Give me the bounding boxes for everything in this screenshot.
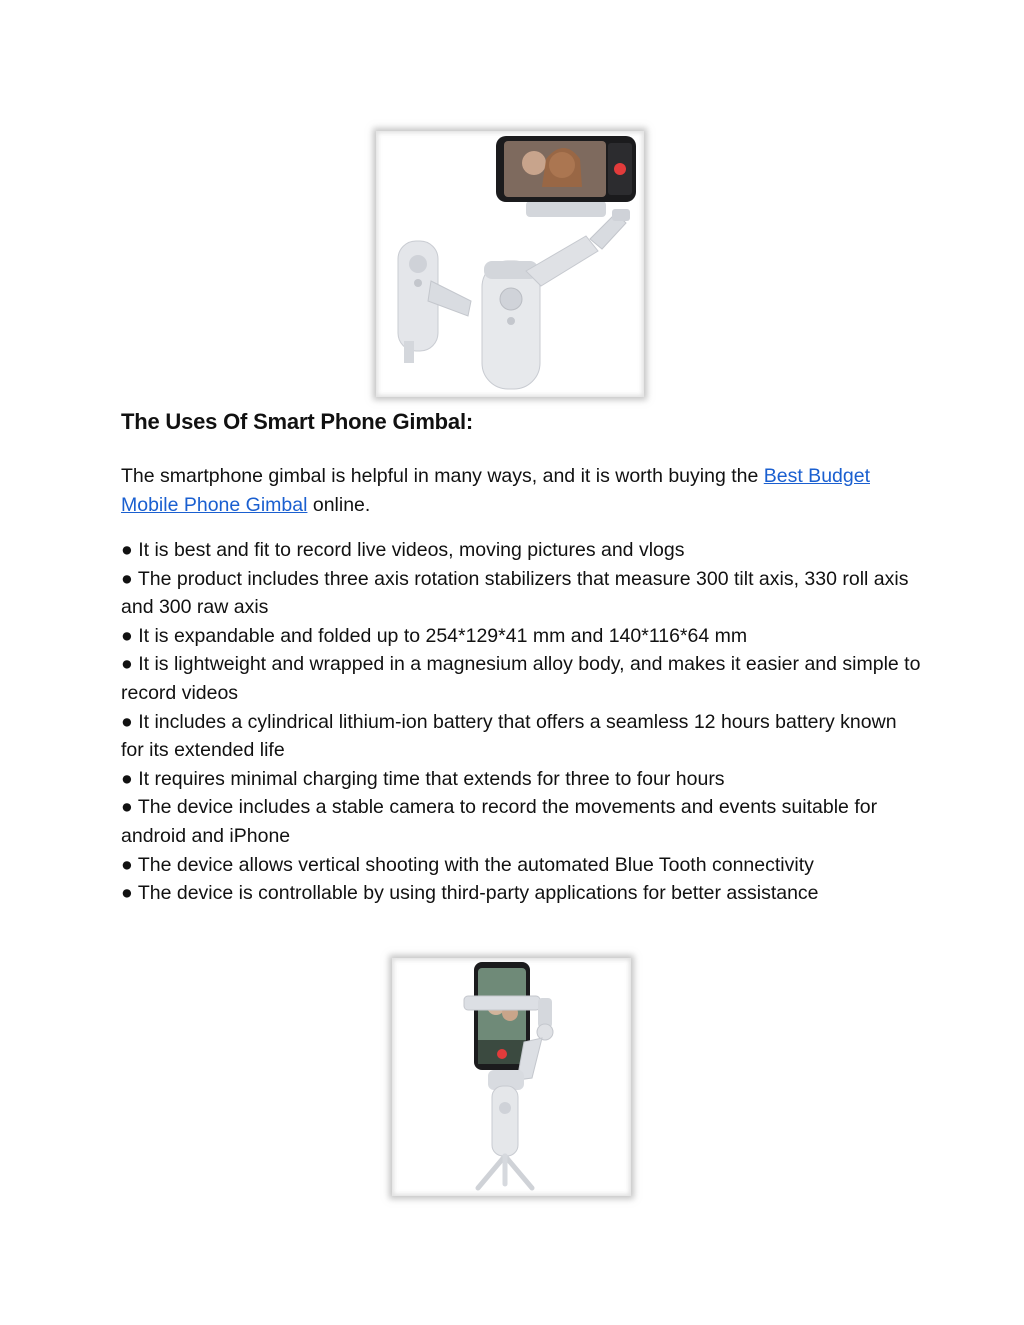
- feature-item: ● The device includes a stable camera to record the movements and events suitable for android and iPhone: [121, 796, 878, 847]
- feature-item: ● It is lightweight and wrapped in a magnesium alloy body, and makes it easier and simple to record videos: [121, 653, 921, 704]
- feature-item: ● It is best and fit to record live videos, moving pictures and vlogs: [121, 539, 685, 561]
- main-gimbal: [482, 201, 630, 389]
- gimbal-product-image-bottom: [392, 958, 631, 1196]
- feature-item: ● The device is controllable by using third-party applications for better assistance: [121, 882, 819, 905]
- intro-text-after: online.: [307, 494, 371, 516]
- gimbal-product-image-top: [376, 131, 644, 397]
- gimbal-handle: [492, 1086, 518, 1156]
- folded-gimbal: [398, 241, 471, 363]
- feature-item: ● It includes a cylindrical lithium-ion battery that offers a seamless 12 hours battery known for its extended life: [121, 710, 897, 762]
- intro-paragraph: [121, 462, 911, 520]
- best-budget-gimbal-link[interactable]: Best Budget Mobile Phone Gimbal: [121, 465, 870, 516]
- feature-item: ● The product includes three axis rotation stabilizers that measure 300 tilt axis, 330 roll axis and 300 raw axis: [121, 567, 909, 619]
- feature-item: ● It is expandable and folded up to 254*129*41 mm and 140*116*64 mm: [121, 624, 748, 647]
- feature-item: ● The device allows vertical shooting with the automated Blue Tooth connectivity: [121, 853, 814, 876]
- phone: [496, 136, 636, 202]
- intro-text-before: The smartphone gimbal is helpful in many ways, and it is worth buying the: [121, 465, 764, 487]
- features-list: [121, 536, 921, 908]
- section-heading: The Uses Of Smart Phone Gimbal:: [121, 409, 473, 434]
- gimbal-tripod-illustration: [392, 958, 631, 1196]
- tripod: [478, 1156, 532, 1188]
- gimbal-illustration: [376, 131, 644, 397]
- feature-item: ● It requires minimal charging time that extends for three to four hours: [121, 767, 725, 790]
